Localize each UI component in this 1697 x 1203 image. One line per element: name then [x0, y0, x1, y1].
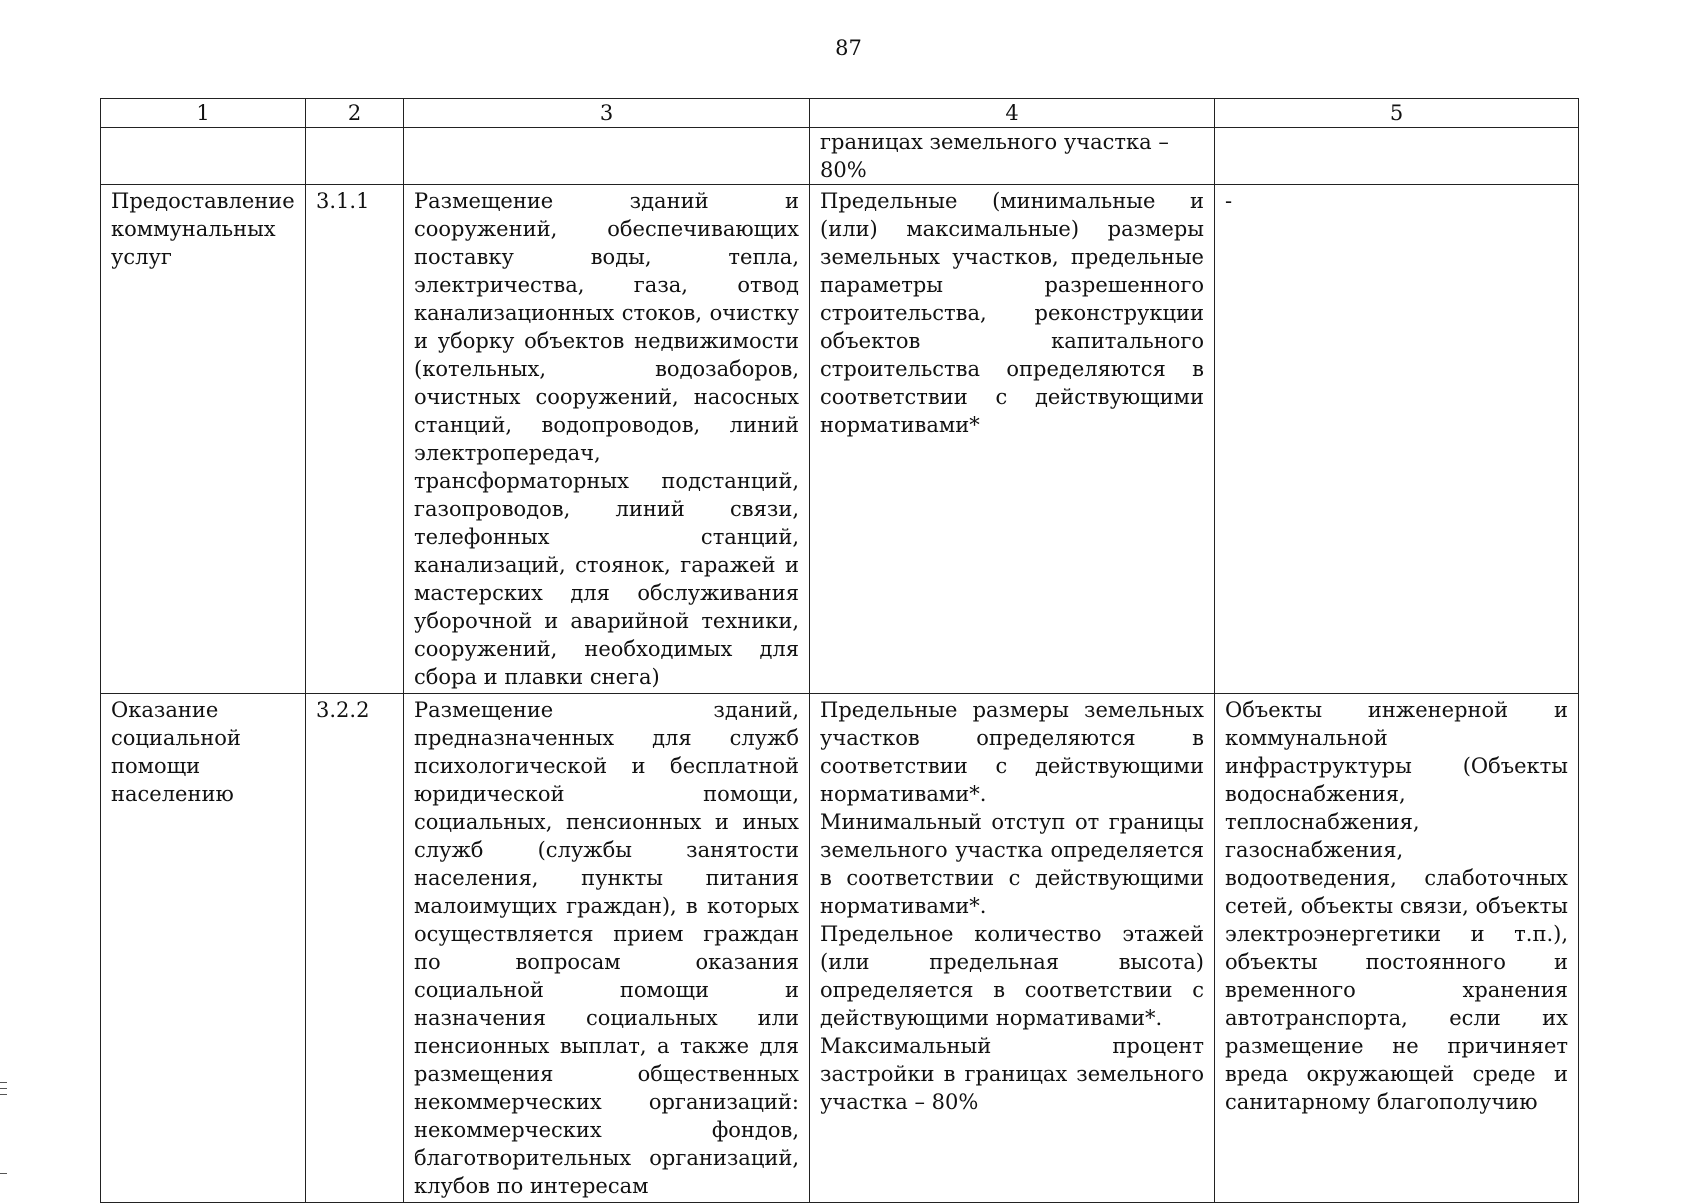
use-type-code: 3.2.2 [306, 694, 404, 1203]
column-number-4: 4 [810, 99, 1215, 128]
use-type-code: 3.1.1 [306, 185, 404, 694]
use-type-notes: Объекты инженерной и коммунальной инфраструктуры (Объекты водоснабжения, теплоснабжения, газоснабжения, водоотведения, слаботочных сетей, объекты связи, объекты электроэнергетики и т.п.), объекты постоянного и временного хранения автотранспорта, если их размещение не причиняет вреда окружающей среде и санитарному благополучию [1215, 694, 1579, 1203]
parameter-paragraph: Минимальный отступ от границы земельного участка определяется в соответствии с действующими нормативами*. [820, 810, 1204, 918]
continuation-row [101, 128, 1579, 185]
use-type-description: Размещение зданий и сооружений, обеспечивающих поставку воды, тепла, электричества, газа, отвод канализационных стоков, очистку и уборку объектов недвижимости (котельных, водозаборов, очистных сооружений, насосных станций, водопроводов, линий электропередач, трансформаторных подстанций, газопроводов, линий связи, телефонных станций, канализаций, стоянок, гаражей и мастерских для обслуживания уборочной и аварийной техники, сооружений, необходимых для сбора и плавки снега) [404, 185, 810, 694]
continuation-notes [1215, 128, 1579, 185]
use-type-parameters [810, 185, 1215, 694]
column-number-2: 2 [306, 99, 404, 128]
column-number-3: 3 [404, 99, 810, 128]
table-row [101, 185, 1579, 694]
page-number: 87 [835, 36, 862, 60]
column-number-1: 1 [101, 99, 306, 128]
use-type-parameters [810, 694, 1215, 1203]
scan-edge-dash [0, 1173, 7, 1174]
parameter-paragraph: Предельное количество этажей (или предельная высота) определяется в соответствии с действующими нормативами*. [820, 922, 1204, 1030]
table-header-row [101, 99, 1579, 128]
column-number-5: 5 [1215, 99, 1579, 128]
use-type-description: Размещение зданий, предназначенных для служб психологической и бесплатной юридической помощи, социальных, пенсионных и иных служб (службы занятости населения, пункты питания малоимущих граждан), в которых осуществляется прием граждан по вопросам оказания социальной помощи и назначения социальных или пенсионных выплат, а также для размещения общественных некоммерческих организаций: некоммерческих фондов, благотворительных организаций, клубов по интересам [404, 694, 810, 1203]
table-row [101, 694, 1579, 1203]
parameter-paragraph: Предельные (минимальные и (или) максимальные) размеры земельных участков, предельные параметры разрешенного строительства, реконструкции объектов капитального строительства определяются в соответствии с действующими нормативами* [820, 189, 1204, 437]
parameter-paragraph: Предельные размеры земельных участков определяются в соответствии с действующими нормативами*. [820, 698, 1204, 806]
regulations-table [100, 98, 1579, 1203]
use-type-name: Предоставление коммунальных услуг [101, 185, 306, 694]
use-type-name: Оказание социальной помощи населению [101, 694, 306, 1203]
scan-edge-marks [0, 1082, 7, 1100]
continuation-parameters: границах земельного участка – 80% [810, 128, 1215, 185]
parameter-paragraph: Максимальный процент застройки в границах земельного участка – 80% [820, 1034, 1204, 1114]
use-type-notes: - [1215, 185, 1579, 694]
